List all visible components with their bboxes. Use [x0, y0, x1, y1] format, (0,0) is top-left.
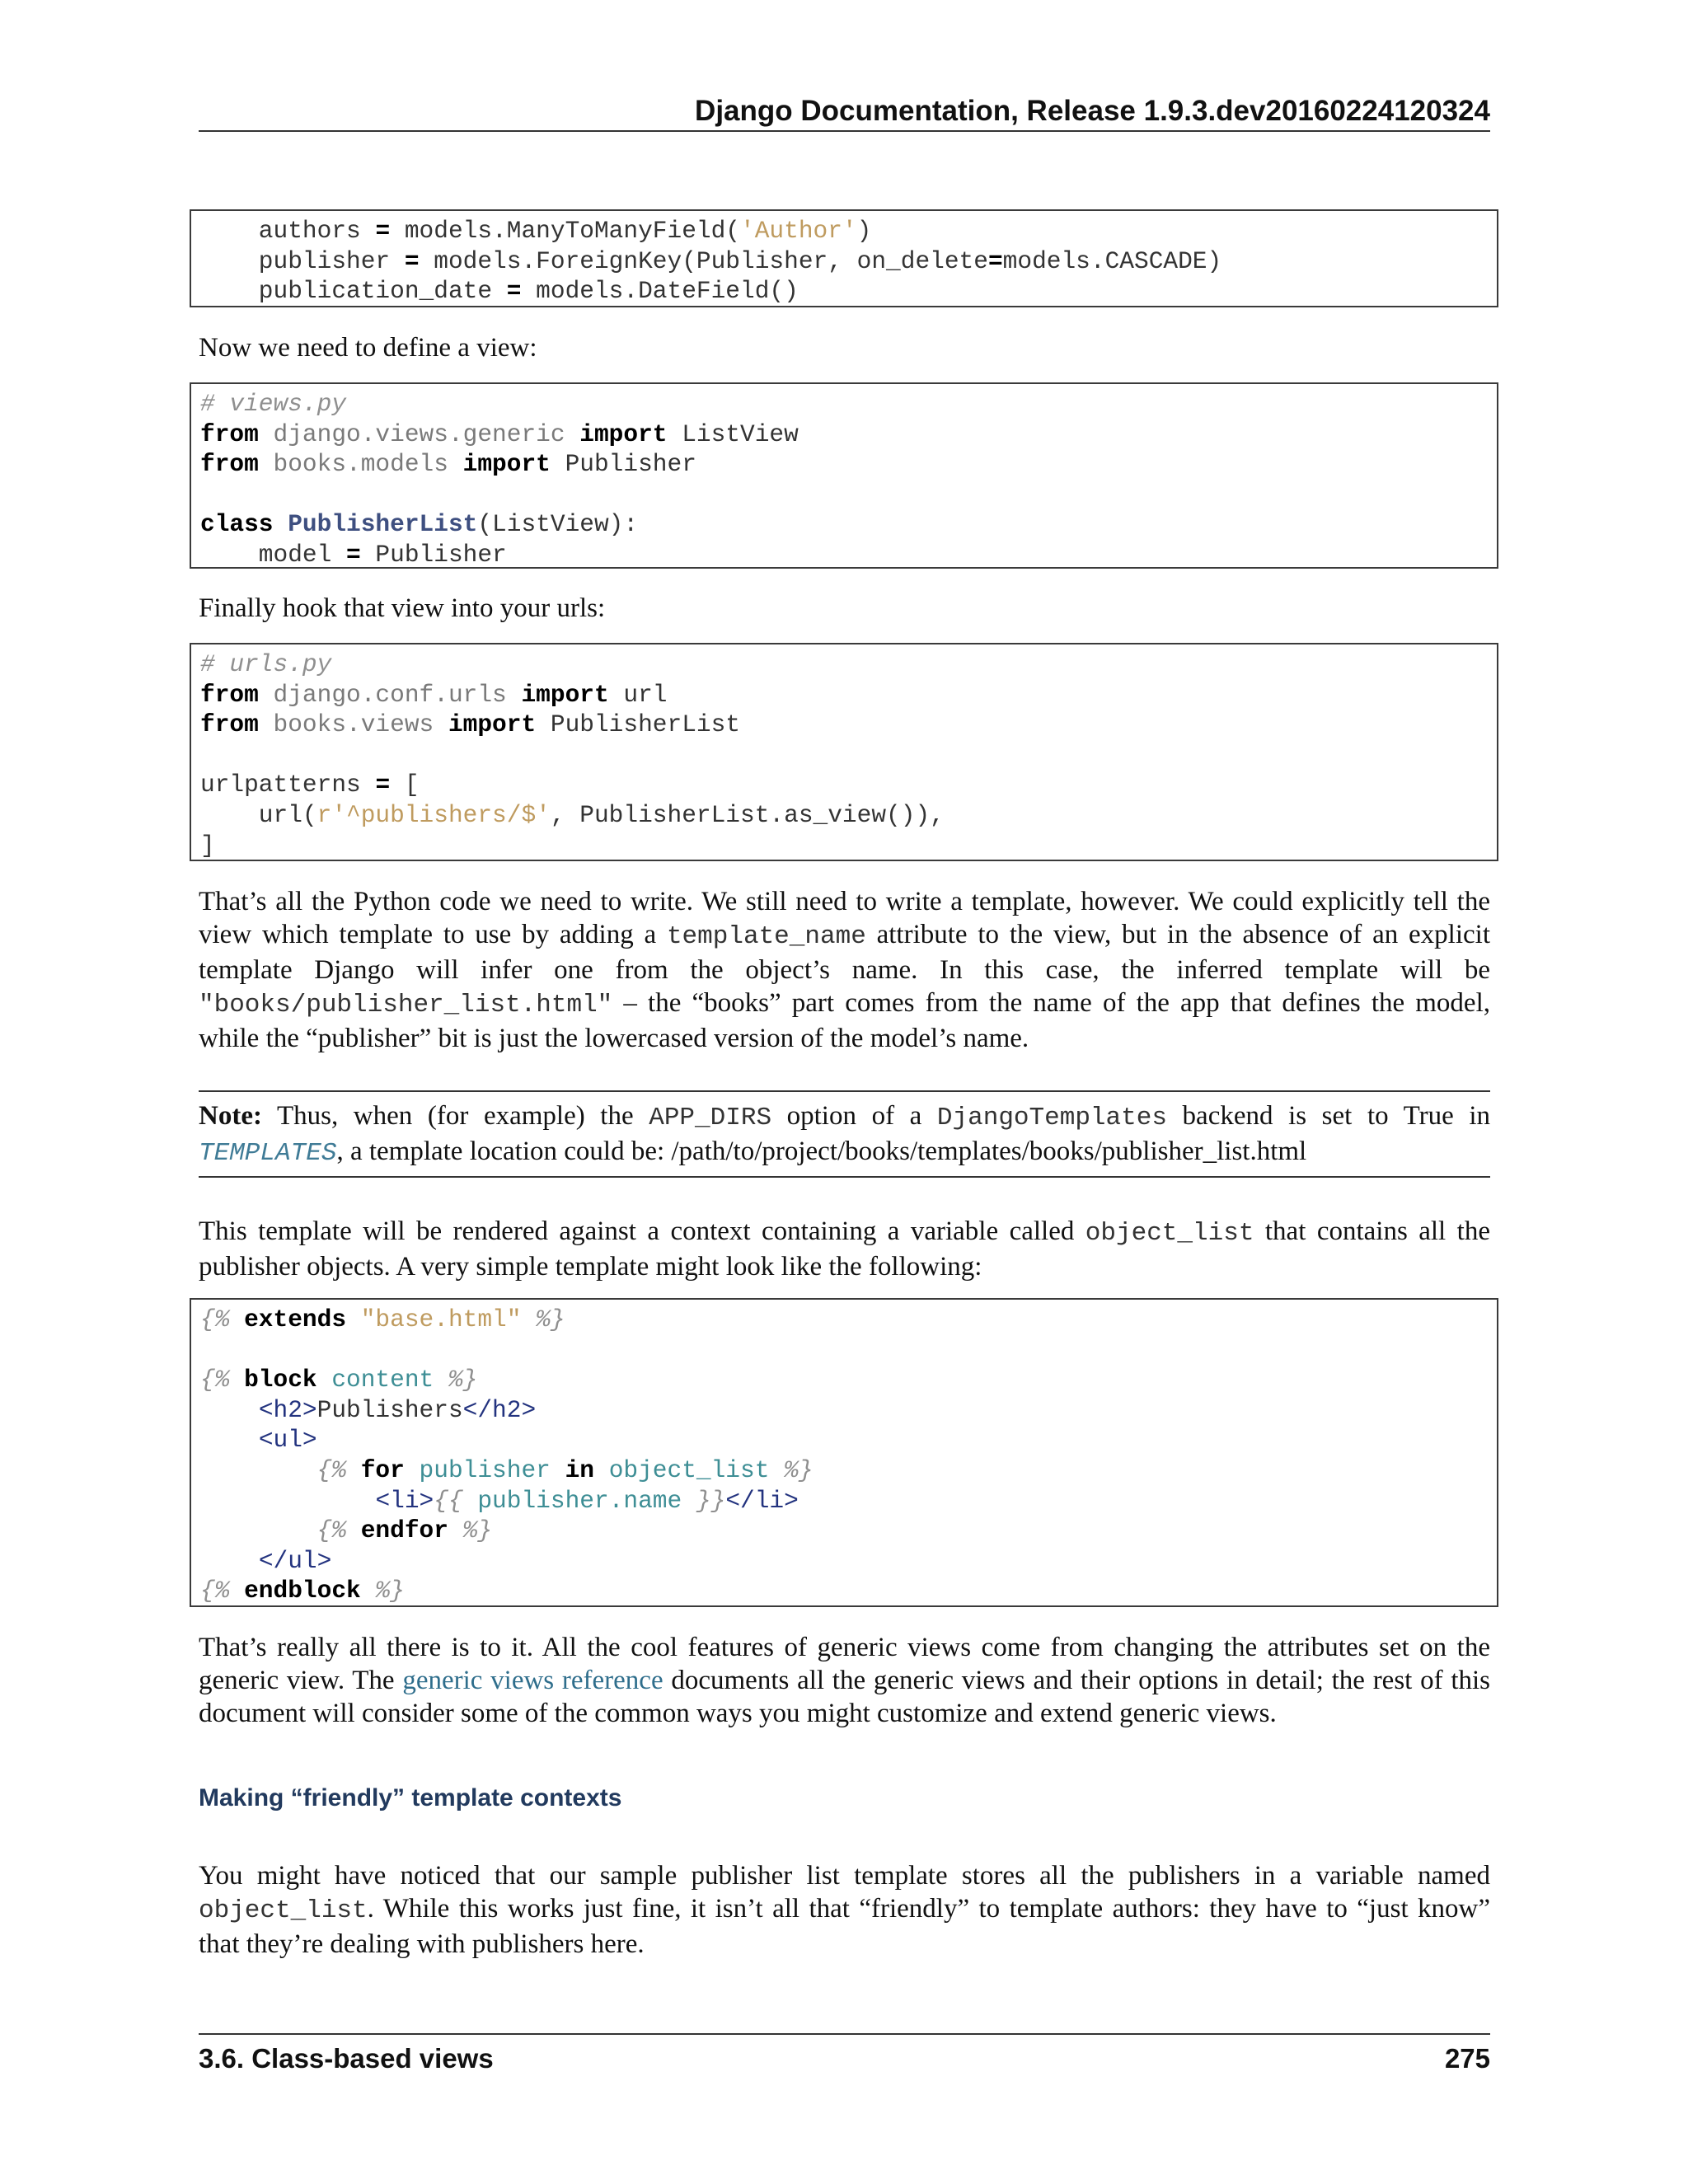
code-token: r'^publishers/$'	[316, 800, 551, 829]
code-token	[448, 450, 463, 478]
code-line	[200, 1335, 1489, 1366]
code-token: {%	[316, 1516, 347, 1545]
code-line	[200, 540, 1489, 569]
code-token: endfor	[360, 1516, 448, 1545]
code-token	[200, 1426, 259, 1454]
code-token: Publishers	[316, 1395, 463, 1424]
footer-page-number: 275	[1444, 2043, 1490, 2074]
code-token	[769, 1456, 784, 1484]
inline-code-djangotemplates: DjangoTemplates	[936, 1104, 1167, 1132]
code-token	[229, 1577, 244, 1605]
code-token: ]	[200, 831, 215, 860]
code-token	[507, 681, 522, 709]
code-line	[200, 1486, 1489, 1516]
code-token	[229, 1366, 244, 1394]
code-token: =	[375, 217, 391, 245]
code-token: }}	[696, 1486, 726, 1515]
code-token: [	[390, 771, 420, 799]
paragraph-define-view: Now we need to define a view:	[199, 333, 537, 363]
code-token: django.conf.urls	[273, 680, 507, 709]
note-box: Note: Thus, when (for example) the APP_DIRS option of a DjangoTemplates backend is set to True in TEMPLATES, a template location could be: /path/to/project/books/templates/books/publisher_list.html	[199, 1101, 1490, 1168]
code-line	[200, 419, 1489, 450]
code-token: publisher	[419, 1455, 551, 1484]
paragraph-hook-urls: Finally hook that view into your urls:	[199, 593, 606, 623]
code-line	[200, 1425, 1489, 1455]
paragraph-friendly-contexts: You might have noticed that our sample publisher list template stores all the publishers in a variable named object_list. While this works just fine, it isn’t all that “friendly” to template authors: they have to “just know” that they’re dealing with publishers here.	[199, 1861, 1490, 1959]
code-line	[200, 1546, 1489, 1577]
inline-code-object-list: object_list	[1085, 1219, 1254, 1248]
code-token: from	[200, 450, 259, 479]
code-token: </ul>	[258, 1546, 332, 1575]
code-token	[274, 510, 288, 538]
code-line	[200, 1365, 1489, 1395]
code-token: endblock	[244, 1577, 361, 1605]
code-line	[200, 740, 1489, 771]
code-token: %}	[462, 1516, 493, 1545]
code-token: from	[200, 680, 259, 709]
code-token	[346, 1305, 361, 1333]
code-token: publication_date	[200, 277, 507, 306]
code-line	[200, 680, 1489, 710]
code-token	[200, 1396, 259, 1424]
generic-views-reference-link[interactable]: generic views reference	[402, 1666, 663, 1695]
code-token: import	[448, 710, 537, 739]
code-token	[346, 1456, 361, 1484]
footer-rule	[199, 2033, 1490, 2035]
code-line	[200, 1395, 1489, 1426]
code-token: import	[521, 680, 609, 709]
code-token: content	[331, 1366, 434, 1394]
code-token: %}	[375, 1577, 405, 1605]
code-token: <li>	[375, 1486, 434, 1515]
code-line	[200, 1576, 1489, 1606]
code-token: {%	[200, 1577, 230, 1605]
code-token: class	[200, 510, 274, 539]
header-rule	[199, 130, 1490, 132]
code-token	[346, 1516, 361, 1544]
code-token: <ul>	[258, 1426, 317, 1455]
code-line	[200, 246, 1489, 277]
code-line	[200, 710, 1489, 740]
code-token: extends	[244, 1305, 347, 1333]
code-token: in	[565, 1455, 594, 1484]
code-token: Publisher	[550, 450, 696, 479]
code-line	[200, 770, 1489, 800]
code-token: object_list	[608, 1455, 770, 1484]
code-token: from	[200, 710, 259, 739]
note-label: Note:	[199, 1101, 262, 1131]
code-token: PublisherList	[288, 510, 478, 539]
code-line	[200, 276, 1489, 307]
code-block-urls	[190, 643, 1498, 861]
code-token	[565, 420, 580, 448]
code-token: books.views	[273, 710, 434, 739]
code-token: django.views.generic	[273, 419, 565, 448]
paragraph-python-code: That’s all the Python code we need to write. We still need to write a template, however. We could explicitly tell the view which template to use by adding a template_name attribute to the view, but in the absence of an explicit template Django will infer one from the object’s name. In this case, the inferred template will be "books/publisher_list.html" – the “books” part comes from the name of the app that defines the model, while the “publisher” bit is just the lowercased version of the model’s name.	[199, 887, 1490, 1053]
code-token	[200, 1487, 375, 1515]
code-token: %}	[536, 1305, 565, 1333]
code-token: Publisher	[360, 540, 507, 569]
code-token: =	[404, 246, 420, 275]
code-line	[200, 389, 1489, 419]
code-line	[200, 1516, 1489, 1546]
code-token	[229, 1305, 244, 1333]
code-token	[521, 1305, 536, 1333]
section-heading: Making “friendly” template contexts	[199, 1784, 622, 1811]
code-token: =	[346, 540, 361, 569]
code-token	[405, 1456, 420, 1484]
code-token: books.models	[273, 450, 448, 479]
code-line	[200, 216, 1489, 246]
code-token: =	[375, 771, 391, 799]
code-token: "base.html"	[360, 1305, 522, 1333]
code-token: ListView	[667, 419, 799, 448]
code-token: =	[506, 277, 522, 306]
code-token: {%	[200, 1366, 230, 1394]
code-token: # views.py	[200, 390, 347, 418]
code-token: %}	[784, 1455, 814, 1484]
templates-setting-link[interactable]: TEMPLATES	[199, 1139, 337, 1168]
code-token: urlpatterns	[200, 771, 376, 799]
code-token	[682, 1487, 696, 1515]
code-token	[259, 420, 274, 448]
code-line	[200, 449, 1489, 480]
code-token: {%	[200, 1305, 230, 1333]
inline-code-template-path: "books/publisher_list.html"	[199, 991, 613, 1019]
inline-code-app-dirs: APP_DIRS	[649, 1104, 772, 1132]
code-token: </li>	[725, 1486, 799, 1515]
code-line	[200, 831, 1489, 861]
code-token: for	[360, 1455, 405, 1484]
code-token: models.CASCADE)	[1002, 246, 1222, 275]
code-token: import	[579, 419, 668, 448]
code-line	[200, 509, 1489, 540]
code-token	[259, 710, 274, 738]
note-bottom-rule	[199, 1176, 1490, 1178]
code-token: {%	[316, 1455, 347, 1484]
code-token: models.ManyToManyField(	[390, 217, 741, 245]
code-token	[361, 1577, 376, 1605]
page-footer	[199, 2036, 1490, 2082]
code-token: {{	[434, 1486, 463, 1515]
code-token: url(	[200, 800, 317, 829]
code-token	[463, 1487, 478, 1515]
code-token: </h2>	[462, 1395, 537, 1424]
code-token: %}	[448, 1366, 478, 1394]
code-token	[200, 1547, 259, 1575]
inline-code-object-list-2: object_list	[199, 1896, 368, 1925]
code-token: from	[200, 419, 259, 448]
code-token: <h2>	[258, 1395, 317, 1424]
code-token: =	[987, 246, 1003, 275]
footer-section-title: 3.6. Class-based views	[199, 2043, 494, 2074]
code-token	[434, 710, 448, 738]
code-line	[200, 800, 1489, 831]
code-line	[200, 649, 1489, 680]
note-top-rule	[199, 1090, 1490, 1092]
code-token: )	[856, 217, 872, 245]
code-token	[259, 450, 274, 478]
code-token: block	[244, 1366, 317, 1394]
code-token: PublisherList	[536, 710, 741, 739]
code-line	[200, 480, 1489, 510]
code-token: # urls.py	[200, 650, 332, 678]
paragraph-generic-views: That’s really all there is to it. All the cool features of generic views come from changing the attributes set on the generic view. The generic views reference documents all the generic views and their options in detail; the rest of this document will consider some of the common ways you might customize and extend generic views.	[199, 1633, 1491, 1728]
code-block-model-fields	[190, 209, 1498, 307]
code-block-template	[190, 1298, 1498, 1607]
code-line	[200, 1305, 1489, 1335]
code-token: models.DateField()	[521, 277, 799, 306]
code-token: models.ForeignKey(Publisher, on_delete	[419, 246, 988, 275]
code-token	[200, 1516, 317, 1544]
inline-code-template-name: template_name	[666, 922, 866, 951]
code-token: import	[462, 450, 551, 479]
code-token	[200, 1456, 317, 1484]
code-token	[434, 1366, 448, 1394]
code-token: publisher.name	[477, 1486, 682, 1515]
code-line	[200, 1455, 1489, 1486]
code-token: url	[608, 680, 668, 709]
code-token	[448, 1516, 463, 1544]
code-block-views	[190, 382, 1498, 569]
code-token	[594, 1456, 609, 1484]
code-token	[551, 1456, 565, 1484]
code-token: , PublisherList.as_view()),	[550, 800, 945, 829]
code-token: publisher	[200, 246, 405, 275]
code-token: (ListView):	[477, 510, 639, 539]
paragraph-template-context: This template will be rendered against a context containing a variable called object_list that contains all the publisher objects. A very simple template might look like the following:	[199, 1216, 1490, 1282]
code-token: authors	[200, 217, 376, 245]
code-token: 'Author'	[740, 217, 857, 245]
code-token	[259, 681, 274, 709]
code-token	[317, 1366, 332, 1394]
page-header-title: Django Documentation, Release 1.9.3.dev20160224120324	[695, 95, 1490, 127]
code-token: model	[200, 540, 347, 569]
